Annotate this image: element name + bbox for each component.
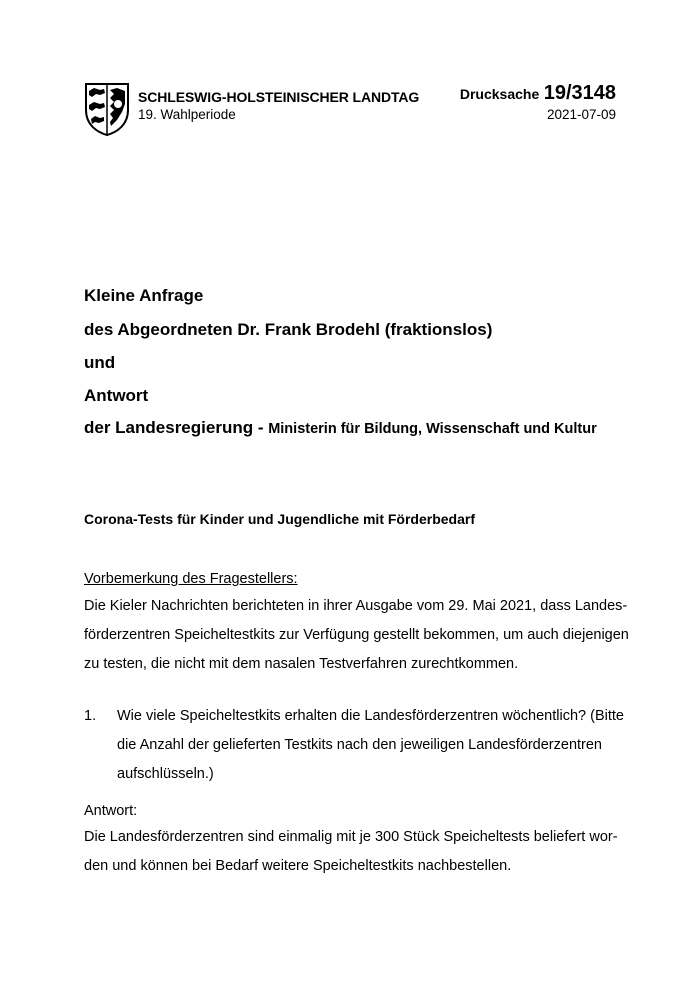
question-line: die Anzahl der gelieferten Testkits nach den jeweiligen Landesförderzentren xyxy=(117,737,602,753)
title-abgeordneter: des Abgeordneten Dr. Frank Brodehl (fraktionslos) xyxy=(84,320,493,339)
question-number: 1. xyxy=(84,708,97,724)
drucksache xyxy=(460,82,616,105)
drucksache-number: 19/3148 xyxy=(543,82,616,104)
preliminary-line: Die Kieler Nachrichten berichteten in ihrer Ausgabe vom 29. Mai 2021, dass Landes- xyxy=(84,598,628,614)
title-landesregierung-main: der Landesregierung - xyxy=(84,418,269,437)
title-ministerium: Ministerin für Bildung, Wissenschaft und Kultur xyxy=(268,421,597,437)
drucksache-label: Drucksache xyxy=(459,86,540,102)
question-line: aufschlüsseln.) xyxy=(117,766,214,782)
title-landesregierung xyxy=(84,418,597,438)
answer-line: den und können bei Bedarf weitere Speicheltestkits nachbestellen. xyxy=(84,858,512,874)
answer-title: Antwort: xyxy=(84,803,138,819)
topic-heading: Corona-Tests für Kinder und Jugendliche mit Förderbedarf xyxy=(84,511,475,527)
preliminary-line: zu testen, die nicht mit dem nasalen Testverfahren zurechtkommen. xyxy=(84,656,519,672)
election-period: 19. Wahlperiode xyxy=(138,107,236,122)
title-antwort: Antwort xyxy=(84,386,149,405)
question-line: Wie viele Speicheltestkits erhalten die Landesförderzentren wöchentlich? (Bitte xyxy=(117,708,624,724)
answer-line: Die Landesförderzentren sind einmalig mit je 300 Stück Speicheltests beliefert wor- xyxy=(84,829,618,845)
answer-text xyxy=(84,823,629,881)
document-date: 2021-07-09 xyxy=(546,107,616,122)
title-und: und xyxy=(84,353,116,372)
preliminary-text xyxy=(84,592,629,679)
organization-name: SCHLESWIG-HOLSTEINISCHER LANDTAG xyxy=(138,89,420,105)
schleswig-holstein-crest-icon xyxy=(84,82,130,136)
preliminary-line: förderzentren Speicheltestkits zur Verfügung gestellt bekommen, um auch diejenigen xyxy=(84,627,629,643)
preliminary-title: Vorbemerkung des Fragestellers: xyxy=(84,571,298,587)
question-text xyxy=(117,702,624,789)
title-kleine-anfrage: Kleine Anfrage xyxy=(84,286,204,305)
